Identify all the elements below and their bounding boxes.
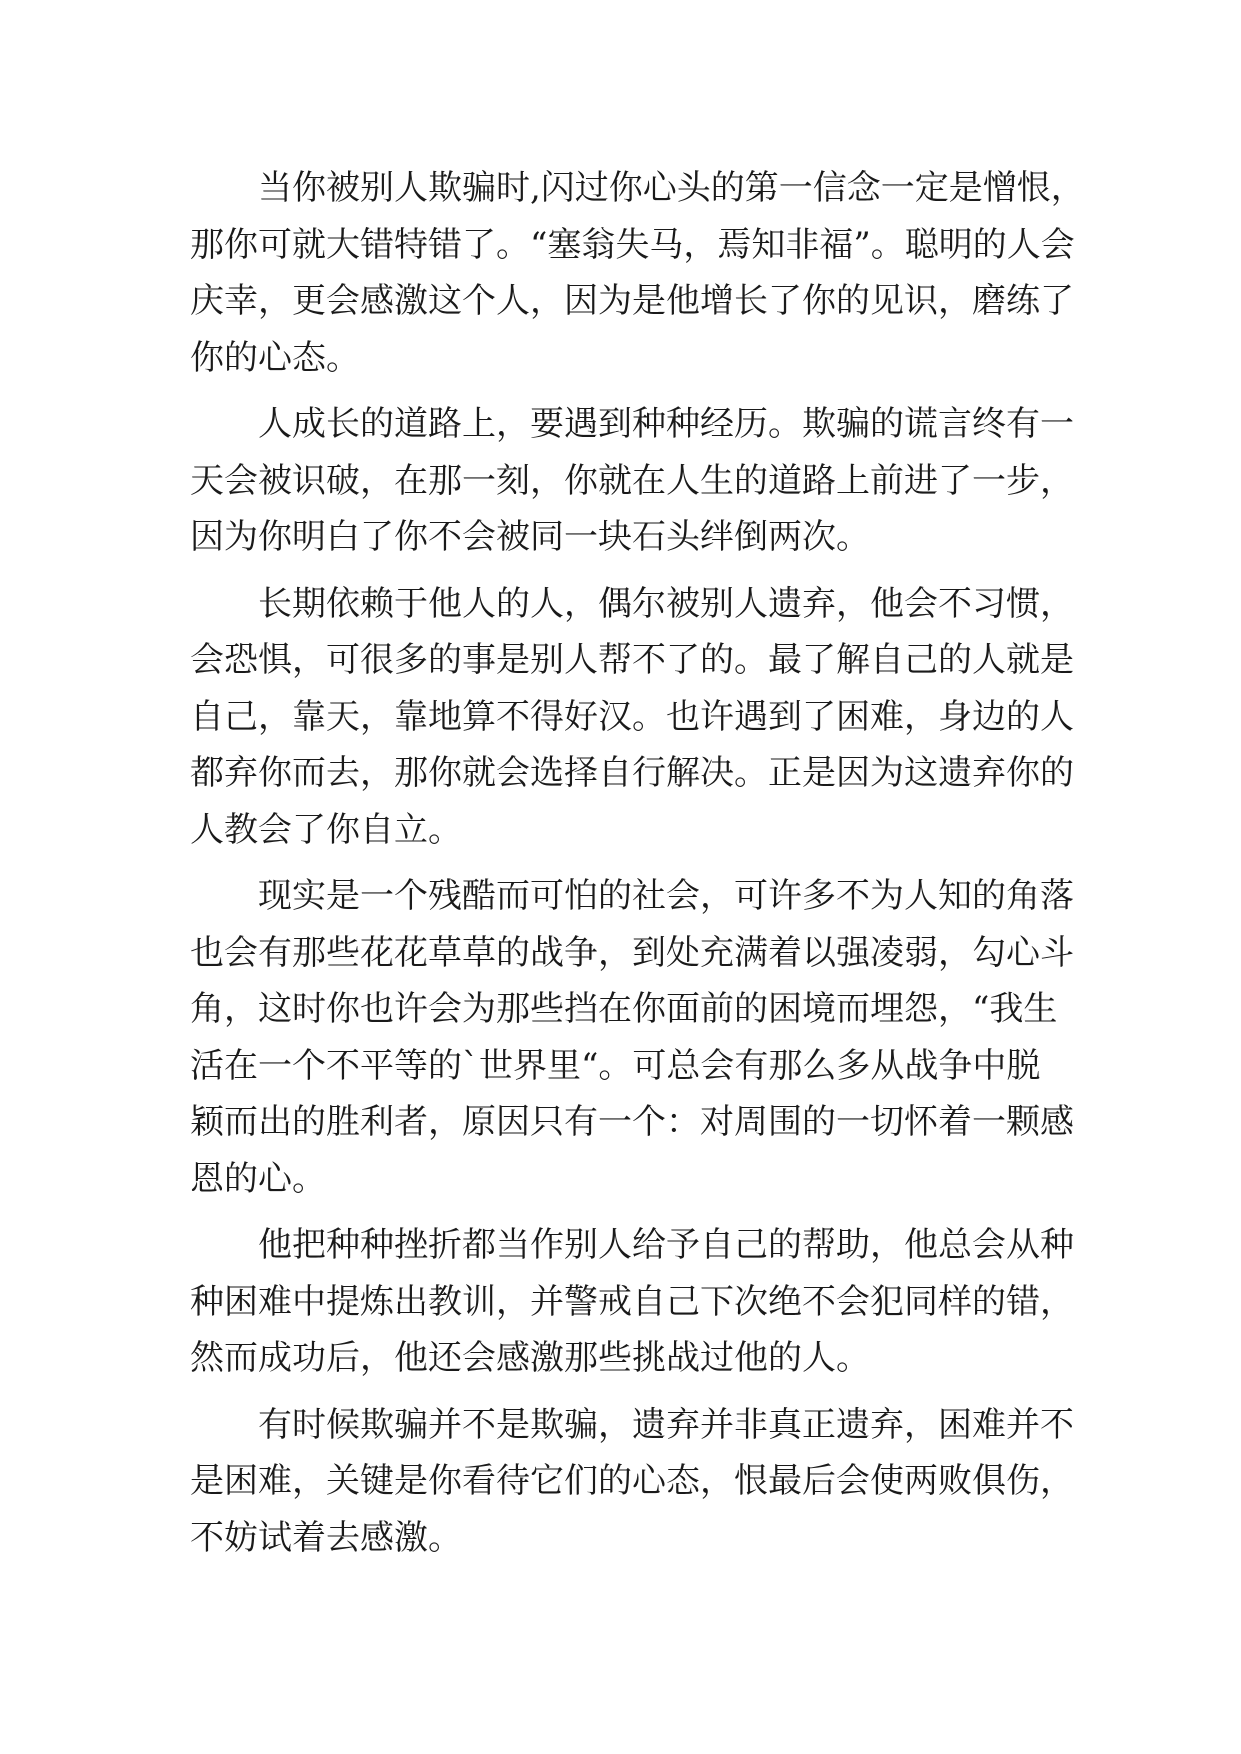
text-line: 人教会了你自立。 (190, 809, 462, 850)
text-line: 现实是一个残酷而可怕的社会，可许多不为人知的角落 (190, 876, 1074, 916)
text-line: 会恐惧，可很多的事是别人帮不了的。最了解自己的人就是 (190, 640, 1074, 680)
text-line: 不妨试着去感激。 (190, 1517, 462, 1558)
text-line: 自己，靠天，靠地算不得好汉。也许遇到了困难，身边的人 (190, 696, 1074, 737)
text-line: 天会被识破，在那一刻，你就在人生的道路上前进了一步， (190, 460, 1074, 501)
paragraph-spacing (190, 1387, 1090, 1397)
paragraph-spacing (190, 566, 1090, 576)
paragraph-spacing (190, 386, 1090, 396)
text-line: 人成长的道路上，要遇到种种经历。欺骗的谎言终有一 (190, 404, 1074, 444)
text-line: 然而成功后，他还会感激那些挑战过他的人。 (190, 1338, 870, 1378)
paragraph (190, 1217, 1090, 1387)
paragraph (190, 576, 1090, 859)
text-line: 因为你明白了你不会被同一块石头绊倒两次。 (190, 517, 870, 557)
text-line: 庆幸，更会感激这个人，因为是他增长了你的见识，磨练了 (190, 281, 1074, 321)
text-line: 颖而出的胜利者，原因只有一个：对周围的一切怀着一颗感 (190, 1102, 1074, 1142)
text-line: 也会有那些花花草草的战争，到处充满着以强凌弱，勾心斗 (190, 932, 1074, 973)
paragraph (190, 160, 1090, 386)
text-line: 有时候欺骗并不是欺骗，遗弃并非真正遗弃，困难并不 (190, 1404, 1074, 1445)
paragraph (190, 396, 1090, 566)
paragraph (190, 1397, 1090, 1567)
text-line: 长期依赖于他人的人，偶尔被别人遗弃，他会不习惯， (190, 583, 1074, 624)
text-line: 恩的心。 (190, 1158, 326, 1199)
essay-body (190, 160, 1090, 1566)
paragraph (190, 868, 1090, 1207)
paragraph-spacing (190, 1207, 1090, 1217)
text-line: 角，这时你也许会为那些挡在你面前的困境而埋怨，“我生 (190, 989, 1058, 1029)
text-line: 他把种种挫折都当作别人给予自己的帮助，他总会从种 (190, 1225, 1074, 1265)
text-line: 你的心态。 (190, 337, 360, 378)
text-line: 都弃你而去，那你就会选择自行解决。正是因为这遗弃你的 (190, 753, 1074, 793)
paragraph-spacing (190, 858, 1090, 868)
text-line: 当你被别人欺骗时,闪过你心头的第一信念一定是憎恨， (190, 168, 1085, 208)
text-line: 种困难中提炼出教训，并警戒自己下次绝不会犯同样的错， (190, 1281, 1074, 1322)
text-line: 活在一个不平等的`世界里“。可总会有那么多从战争中脱 (190, 1045, 1041, 1086)
text-line: 那你可就大错特错了。“塞翁失马，焉知非福”。聪明的人会 (190, 224, 1075, 265)
text-line: 是困难，关键是你看待它们的心态，恨最后会使两败俱伤， (190, 1461, 1074, 1501)
